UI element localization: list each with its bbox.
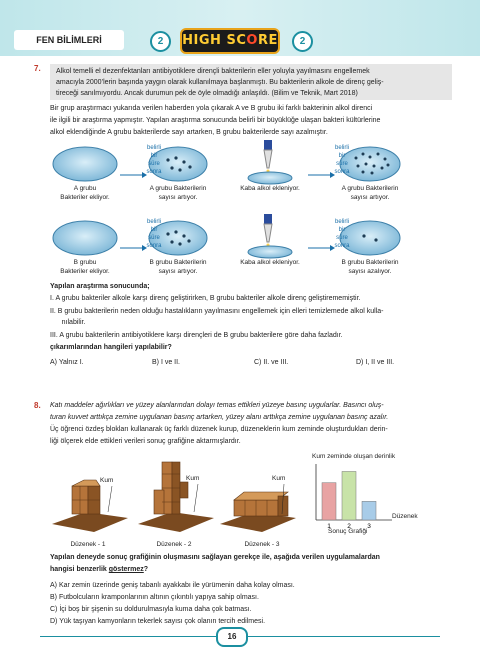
q8-question-line-2: hangisi benzerlik göstermez? — [50, 566, 149, 573]
q7-item-2-cont: nılabilir. — [50, 319, 86, 326]
question-8-number: 8. — [34, 401, 41, 410]
q8-intro-line-1: Katı maddeler ağırlıkları ve yüzey alanlarından dolayı temas ettikleri yüzeye basınç uygularlar. Basıncı oluş- — [50, 402, 384, 409]
setup-3-blocks — [220, 492, 296, 532]
q8-choice-c[interactable]: C) İçi boş bir şişenin su doldurulmasıyla kuma daha çok batması. — [50, 606, 252, 613]
setup-label-2: Düzenek - 2 — [156, 541, 192, 548]
q7-para-line-3: alkol eklendiğinde A grubu bakterilerde sayı artarken, B grubu bakterilerde sayı azalmıştır. — [50, 129, 328, 136]
q7-item-1: I. A grubu bakteriler alkole karşı direnç geliştirirken, B grubu bakteriler alkole direnç geliştirememiştir. — [50, 295, 361, 302]
q8-intro-line-3: Üç öğrenci özdeş blokları kullanarak üç farklı düzenek kurup, düzeneklerin kum zeminde oluşturdukları derin- — [50, 426, 388, 433]
arrow-label-a2: belirli bir süre sonra — [334, 145, 350, 175]
q7-result-title: Yapılan araştırma sonucunda; — [50, 283, 150, 290]
q7-choice-c[interactable]: C) II. ve III. — [254, 359, 289, 366]
dropper-icon-a — [248, 140, 292, 184]
chart-bar-1 — [322, 483, 336, 520]
q8-choice-d[interactable]: D) Yük taşıyan kamyonların tekerlek sayısı çok olanın tercih edilmesi. — [50, 618, 266, 625]
chart-title: Kum zeminde oluşan derinlik — [312, 453, 396, 460]
q7-item-2: II. B grubu bakterilerin neden olduğu hastalıkların yayılmasını engellemek için elleri temizlemede alkol kulla- — [50, 308, 384, 315]
arrow-label-a1: belirli bir süre sonra — [146, 145, 162, 175]
chart-tick-3: 3 — [367, 523, 371, 530]
chart-tick-1: 1 — [327, 523, 331, 530]
setup-label-3: Düzenek - 3 — [244, 541, 280, 548]
setup-1-blocks — [52, 480, 128, 532]
grade-badge-right: 2 — [292, 31, 313, 52]
chart-x-label: Düzenek — [392, 513, 418, 520]
q7-intro-line-1: Alkol temelli el dezenfektanları antibiyotiklere dirençli bakterilerin eller yoluyla yayılmasını engellemek — [56, 68, 370, 75]
kum-label-1: Kum — [100, 477, 114, 484]
row-a-label-1: A grubu Bakteriler ekliyor. — [60, 185, 110, 201]
q7-choice-b[interactable]: B) I ve II. — [152, 359, 181, 366]
q7-intro-line-3: tireceği sanılmıyordu. Ancak durumun pek de öyle olmadığı anlaşıldı. (Bilim ve Teknik, Mart 2018) — [56, 90, 358, 97]
row-b-label-2: B grubu Bakterilerin sayısı artıyor. — [149, 259, 207, 275]
q7-para-line-2: ile ilgili bir araştırma yapmıştır. Yapılan araştırma sonucunda belirli bir büyüklüğe ulaşan bakteri kültürlerine — [50, 117, 381, 124]
q7-choice-d[interactable]: D) I, II ve III. — [356, 359, 395, 366]
setups-illustration — [50, 452, 300, 537]
row-a-label-4: A grubu Bakterilerin sayısı artıyor. — [341, 185, 399, 201]
row-a-label-2: A grubu Bakterilerin sayısı artıyor. — [149, 185, 207, 201]
subject-label: FEN BİLİMLERİ — [14, 30, 124, 50]
row-b-label-1: B grubu Bakteriler ekliyor. — [60, 259, 110, 275]
chart-tick-2: 2 — [347, 523, 351, 530]
grade-badge-left: 2 — [150, 31, 171, 52]
q8-choice-a[interactable]: A) Kar zemin üzerinde geniş tabanlı ayakkabı ile yürümenin daha kolay olması. — [50, 582, 295, 589]
q7-intro-line-2: amacıyla 2000’lerin başında yaygın olarak kullanılmaya başlanmıştı. Bu bakterilerin alkole de direnç geliş- — [56, 79, 384, 86]
row-b-label-4: B grubu Bakterilerin sayısı azalıyor. — [341, 259, 399, 275]
arrow-label-b1: belirli bir süre sonra — [146, 219, 162, 249]
q8-intro-line-2: turan kuvvet arttıkça zemine uygulanan basınç artarken, yüzey alanı arttıkça zemine uygulanan basınç azalır. — [50, 414, 389, 421]
arrow-label-b2: belirli bir süre sonra — [334, 219, 350, 249]
q7-para-line-1: Bir grup araştırmacı yukarıda verilen haberden yola çıkarak A ve B grubu iki farklı bakterinin alkol direnci — [50, 105, 373, 112]
row-a-label-3: Kaba alkol ekleniyor. — [240, 185, 300, 192]
petri-dish-a-empty — [53, 147, 117, 181]
q8-intro-line-4: liği ölçerek elde ettikleri verileri sonuç grafiğine aktarmışlardır. — [50, 438, 241, 445]
setup-label-1: Düzenek - 1 — [70, 541, 106, 548]
page-number: 16 — [216, 627, 248, 647]
q7-choice-a[interactable]: A) Yalnız I. — [50, 359, 84, 366]
setup-2-blocks — [138, 462, 214, 532]
q7-question: çıkarımlarından hangileri yapılabilir? — [50, 344, 172, 351]
kum-label-2: Kum — [186, 475, 200, 482]
chart-caption: Sonuç Grafiği — [328, 528, 368, 535]
result-chart — [300, 460, 450, 550]
chart-bar-3 — [362, 501, 376, 520]
chart-bar-2 — [342, 471, 356, 520]
q7-item-3: III. A grubu bakterilerin antibiyotiklere karşı dirençleri de B grubu bakterilere göre daha fazladır. — [50, 332, 343, 339]
petri-dish-b-empty — [53, 221, 117, 255]
q8-question-line-1: Yapılan deneyde sonuç grafiğinin oluşmasını sağlayan gerekçe ile, aşağıda verilen uygulamalardan — [50, 554, 380, 561]
question-7-number: 7. — [34, 64, 41, 73]
row-b-label-3: Kaba alkol ekleniyor. — [240, 259, 300, 266]
kum-label-3: Kum — [272, 475, 286, 482]
high-score-logo: HIGH SCORE — [180, 28, 280, 54]
q8-choice-b[interactable]: B) Futbolcuların kramponlarının altının çıkıntılı yapıya sahip olması. — [50, 594, 259, 601]
dropper-icon-b — [248, 214, 292, 258]
